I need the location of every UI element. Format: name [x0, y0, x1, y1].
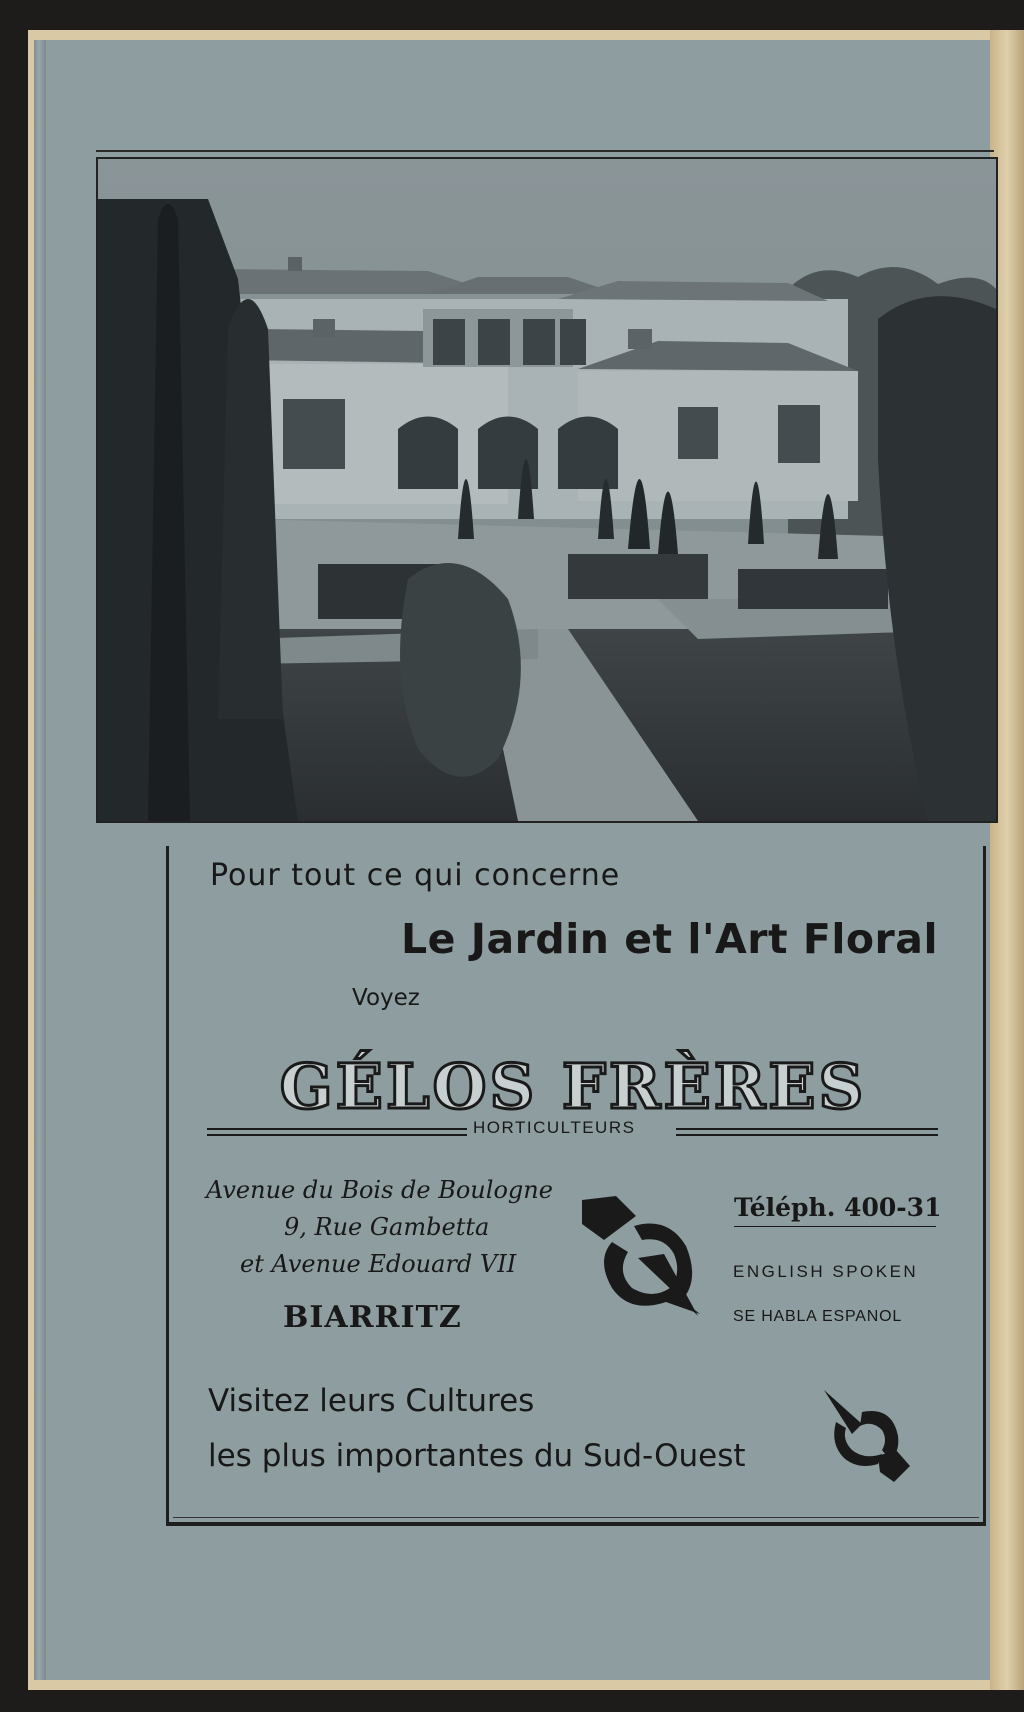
brand-rule-right [676, 1128, 938, 1136]
address-line-3: et Avenue Edouard VII [240, 1250, 517, 1278]
gelos-logo-icon [582, 1196, 702, 1318]
telephone-rule [734, 1226, 936, 1227]
headline: Le Jardin et l'Art Floral [401, 915, 938, 963]
closing-line-1: Visitez leurs Cultures [208, 1383, 535, 1419]
intro-text: Pour tout ce qui concerne [210, 858, 621, 893]
closing-line-2: les plus importantes du Sud-Ouest [208, 1438, 746, 1474]
telephone: Téléph. 400-31 [734, 1193, 942, 1222]
address-line-1: Avenue du Bois de Boulogne [206, 1176, 553, 1204]
english-spoken: ENGLISH SPOKEN [733, 1262, 919, 1281]
se-habla-espanol: SE HABLA ESPANOL [733, 1308, 903, 1325]
garden-villa-photo [96, 157, 998, 823]
brand-name: GÉLOS FRÈRES [279, 1050, 867, 1123]
address-line-2: 9, Rue Gambetta [284, 1213, 490, 1241]
page-stack-edge [34, 40, 46, 1680]
photo-top-rule [96, 150, 994, 152]
voyez-text: Voyez [352, 985, 420, 1011]
city-name: BIARRITZ [283, 1300, 462, 1335]
brand-rule-left [207, 1128, 467, 1136]
brand-subtitle: HORTICULTEURS [473, 1118, 636, 1137]
gelos-logo-small-icon [822, 1390, 910, 1482]
